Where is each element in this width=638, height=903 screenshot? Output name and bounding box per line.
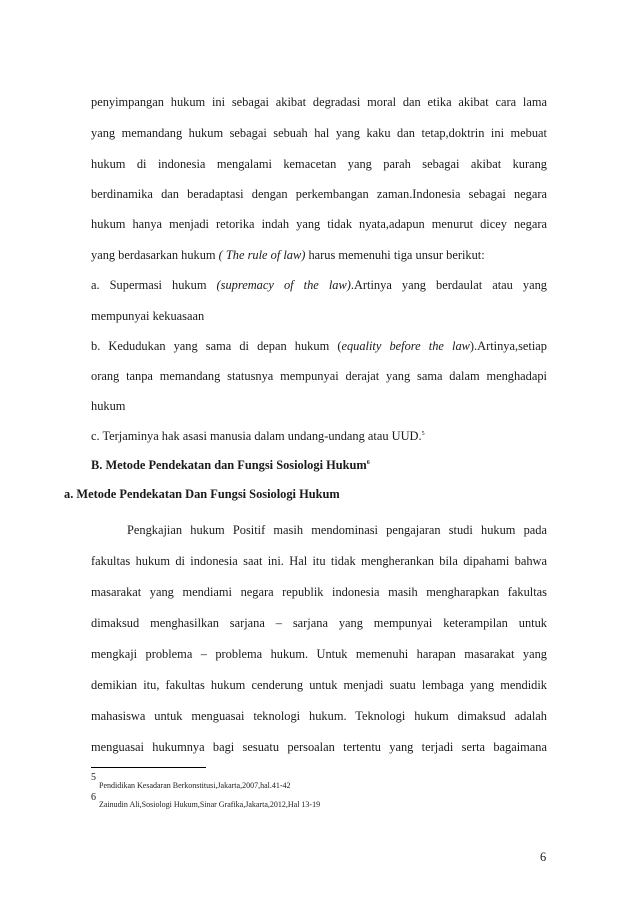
italic-run: (supremacy of the law) (216, 278, 351, 292)
text-run: .Artinya yang berdaulat atau yang (350, 278, 547, 292)
body-line: berdinamika dan beradaptasi dengan perkembangan zaman.Indonesia sebagai negara (91, 187, 547, 201)
body-line: mempunyai kekuasaan (91, 309, 205, 323)
list-item-a (91, 277, 547, 293)
body-line: demikian itu, fakultas hukum cenderung untuk menjadi suatu lembaga yang mendidik (91, 678, 547, 692)
body-line: yang memandang hukum sebagai sebuah hal yang kaku dan tetap,doktrin ini mebuat (91, 126, 547, 140)
section-heading-a: a. Metode Pendekatan Dan Fungsi Sosiologi Hukum (64, 487, 340, 501)
footnote-text: Zainudin Ali,Sosiologi Hukum,Sinar Grafika,Jakarta,2012,Hal 13-19 (99, 800, 321, 809)
heading-text: B. Metode Pendekatan dan Fungsi Sosiologi Hukum (91, 458, 367, 472)
italic-run: equality before the law (341, 339, 470, 353)
footnote-ref: 5 (421, 430, 425, 437)
body-line: hukum (91, 399, 126, 413)
footnote-text: Pendidikan Kesadaran Berkonstitusi,Jakarta,2007,hal.41-42 (99, 781, 291, 790)
body-line: hukum di indonesia mengalami kemacetan yang parah sebagai akibat kurang (91, 157, 547, 171)
body-line: menguasai hukumnya bagi sesuatu persoalan tertentu yang terjadi serta bagaimana (91, 740, 547, 754)
footnote-separator (91, 767, 206, 768)
footnote-number: 6 (91, 792, 96, 803)
body-line (91, 247, 547, 263)
body-line: dimaksud menghasilkan sarjana – sarjana yang mempunyai keterampilan untuk (91, 616, 547, 630)
text-run: yang berdasarkan hukum (91, 248, 219, 262)
body-line: fakultas hukum di indonesia saat ini. Hal itu tidak mengherankan bila dipahami bahwa (91, 554, 547, 568)
body-line: penyimpangan hukum ini sebagai akibat degradasi moral dan etika akibat cara lama (91, 95, 547, 109)
text-run: harus memenuhi tiga unsur berikut: (305, 248, 485, 262)
list-item-c (91, 428, 547, 444)
italic-run: ( The rule of law) (218, 248, 306, 262)
section-heading-b (91, 457, 547, 473)
body-line: hukum hanya menjadi retorika indah yang tidak nyata,adapun menurut dicey negara (91, 217, 547, 231)
list-item-b (91, 338, 547, 354)
body-line: masarakat yang mendiami negara republik indonesia masih mengharapkan fakultas (91, 585, 547, 599)
text-run: c. Terjaminya hak asasi manusia dalam undang-undang atau UUD. (91, 429, 422, 443)
text-run: a. Supermasi hukum (91, 278, 217, 292)
body-line: mengkaji problema – problema hukum. Untuk memenuhi harapan masarakat yang (91, 647, 547, 661)
footnote-ref: 6 (366, 459, 370, 466)
text-run: b. Kedudukan yang sama di depan hukum ( (91, 339, 342, 353)
text-run: ).Artinya,setiap (469, 339, 547, 353)
body-line: orang tanpa memandang statusnya mempunyai derajat yang sama dalam menghadapi (91, 369, 547, 383)
paragraph-first-line: Pengkajian hukum Positif masih mendominasi pengajaran studi hukum pada (127, 523, 547, 537)
footnote-number: 5 (91, 772, 96, 783)
body-line: mahasiswa untuk menguasai teknologi hukum. Teknologi hukum dimaksud adalah (91, 709, 547, 723)
page-number: 6 (540, 850, 547, 864)
